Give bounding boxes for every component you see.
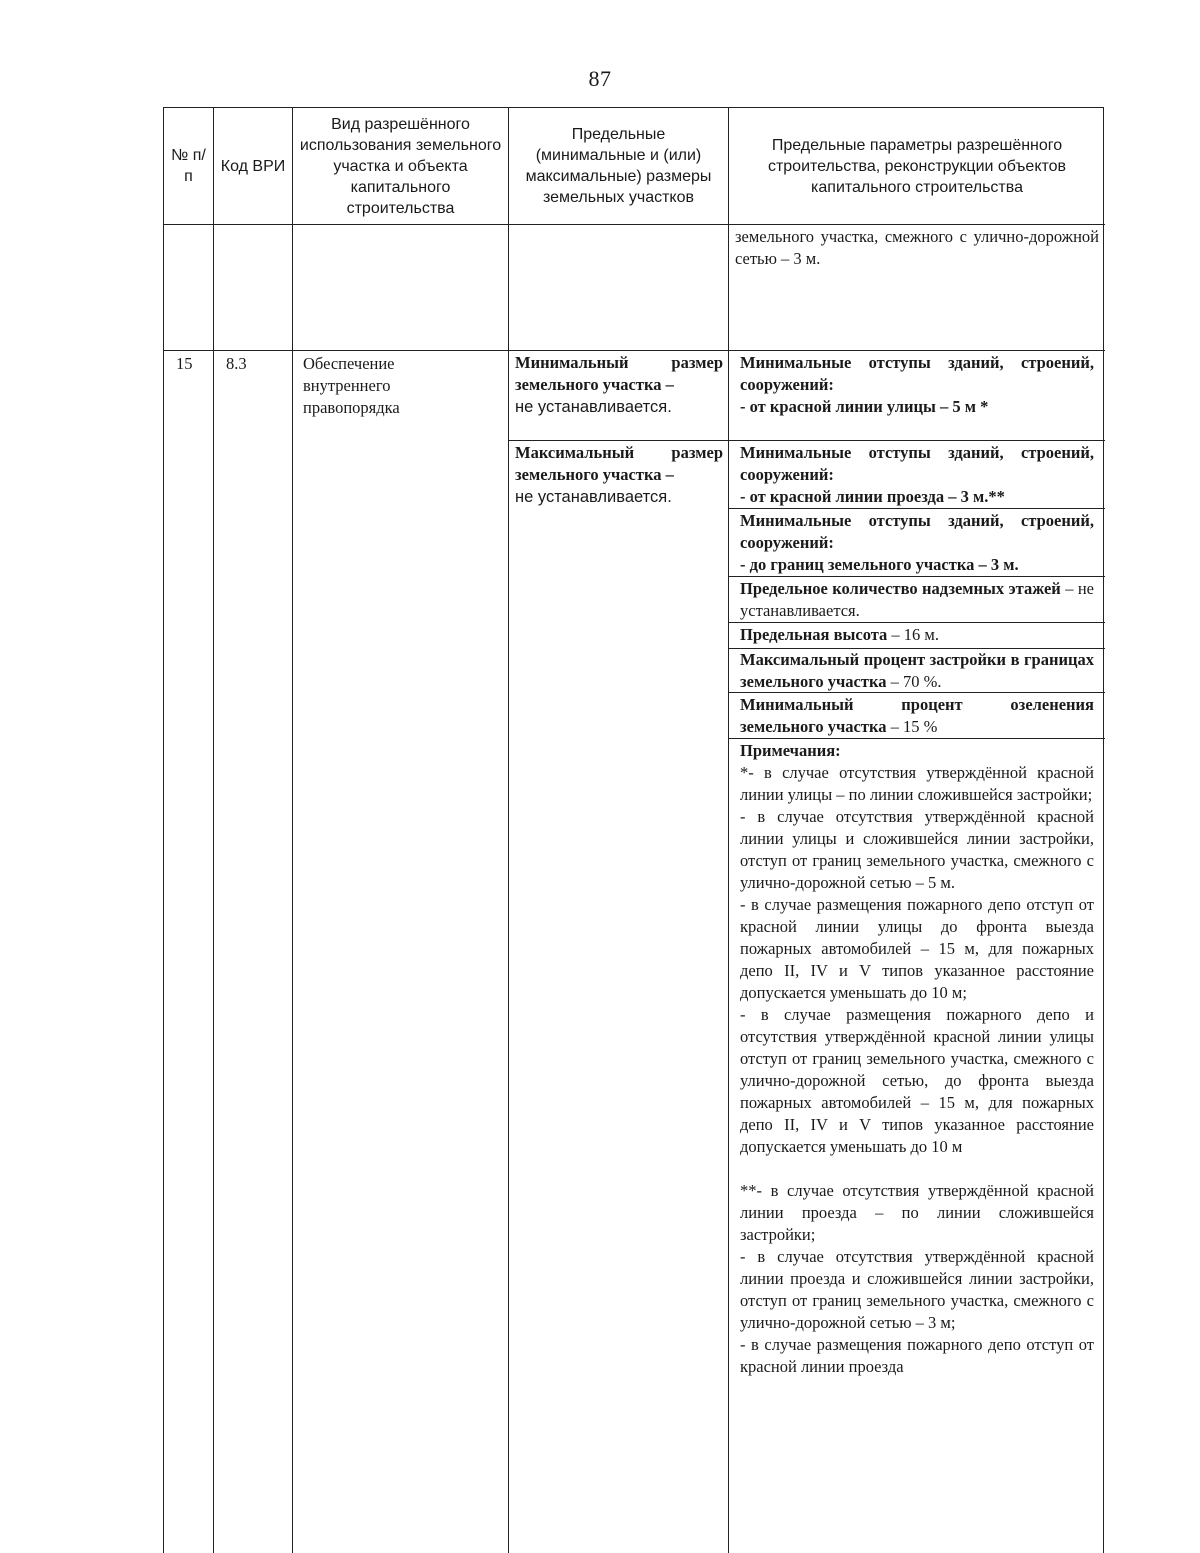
- param-title: Предельная высота: [740, 625, 888, 644]
- max-plot-size: [515, 442, 723, 508]
- header-build-params: Предельные параметры разрешённого строительства, реконструкции объектов капитального строительства: [767, 136, 1067, 196]
- row-code: 8.3: [226, 354, 247, 373]
- note-item: - в случае размещения пожарного депо отступ от красной линии проезда: [740, 1335, 1094, 1376]
- note-item: - в случае отсутствия утверждённой красной линии проезда и сложившейся линии застройки, отступ от границ земельного участка, смежного с улично-дорожной сетью – 3 м;: [740, 1247, 1094, 1332]
- param-title: Минимальные отступы зданий, строений, сооружений:: [740, 353, 1094, 394]
- note-item: - в случае размещения пожарного депо отступ от красной линии улицы до фронта выезда пожарных автомобилей – 15 м, для пожарных депо II, IV и V типов указанное расстояние допускается уменьшать до 10 м;: [740, 895, 1094, 1002]
- param-built-percent: [740, 649, 1094, 693]
- param-title: Предельное количество надземных этажей: [740, 579, 1061, 598]
- subrow-divider: [728, 576, 1105, 577]
- note-item: *- в случае отсутствия утверждённой красной линии улицы – по линии сложившейся застройки;: [740, 763, 1094, 804]
- note-item: - в случае отсутствия утверждённой красной линии улицы и сложившейся линии застройки, отступ от границ земельного участка, смежного с улично-дорожной сетью – 5 м.: [740, 807, 1094, 892]
- param-value: – 16 м.: [891, 625, 939, 644]
- param-value: – 70 %.: [890, 672, 942, 691]
- param-title: Максимальный процент застройки в границах земельного участка: [740, 650, 1094, 691]
- param-height: [740, 624, 1094, 646]
- col-divider: [292, 108, 293, 1553]
- param-setback-street: [740, 352, 1094, 418]
- max-plot-size-title: Максимальный размер земельного участка –: [515, 443, 723, 484]
- param-value: - от красной линии проезда – 3 м.**: [740, 487, 1005, 506]
- col-divider: [728, 108, 729, 1553]
- subrow-divider: [728, 508, 1105, 509]
- param-value: - от красной линии улицы – 5 м *: [740, 397, 989, 416]
- page-number: 87: [588, 66, 612, 91]
- param-title: Минимальные отступы зданий, строений, сооружений:: [740, 443, 1094, 484]
- param-title: Минимальные отступы зданий, строений, сооружений:: [740, 511, 1094, 552]
- param-title: Минимальный процент озеленения земельного участка: [740, 695, 1094, 736]
- max-plot-size-value: не устанавливается.: [515, 488, 672, 506]
- param-setback-boundary: [740, 510, 1094, 576]
- min-plot-size-value: не устанавливается.: [515, 398, 672, 416]
- col-divider: [213, 108, 214, 1553]
- col-divider: [508, 108, 509, 1553]
- note-item: - в случае размещения пожарного депо и отсутствия утверждённой красной линии улицы отступ от границ земельного участка, смежного с улично-дорожной сетью, до фронта выезда пожарных автомобилей – 15 м, для пожарных депо II, IV и V типов указанное расстояние допускается уменьшать до 10 м: [740, 1005, 1094, 1156]
- header-plot-sizes: Предельные (минимальные и (или) максимальные) размеры земельных участков: [525, 126, 712, 206]
- subrow-divider: [728, 738, 1105, 739]
- min-plot-size: [515, 352, 723, 418]
- param-floors: [740, 578, 1094, 622]
- header-use-type: Вид разрешённого использования земельного участка и объекта капитального строительства: [299, 115, 502, 217]
- param-value: – 15 %: [890, 717, 938, 736]
- permitted-use-table: [163, 107, 1104, 1553]
- min-plot-size-title: Минимальный размер земельного участка –: [515, 353, 723, 394]
- subrow-divider: [508, 440, 1105, 441]
- row-divider: [164, 350, 1105, 351]
- continued-param-text: земельного участка, смежного с улично-дорожной сетью – 3 м.: [735, 227, 1099, 268]
- param-setback-passage: [740, 442, 1094, 508]
- subrow-divider: [728, 622, 1105, 623]
- header-divider: [164, 224, 1105, 225]
- param-value: – не устанавливается.: [740, 579, 1094, 620]
- param-value: - до границ земельного участка – 3 м.: [740, 555, 1019, 574]
- header-num: № п/п: [171, 147, 206, 185]
- row-number: 15: [176, 354, 193, 373]
- header-code: Код ВРИ: [220, 157, 286, 175]
- note-spacer: [740, 1158, 1094, 1180]
- param-green-percent: [740, 694, 1094, 738]
- notes-block: [740, 740, 1094, 1378]
- row-use-type: Обеспечение внутреннего правопорядка: [303, 354, 400, 417]
- notes-title: Примечания:: [740, 741, 841, 760]
- note-item: **- в случае отсутствия утверждённой красной линии проезда – по линии сложившейся застройки;: [740, 1181, 1094, 1244]
